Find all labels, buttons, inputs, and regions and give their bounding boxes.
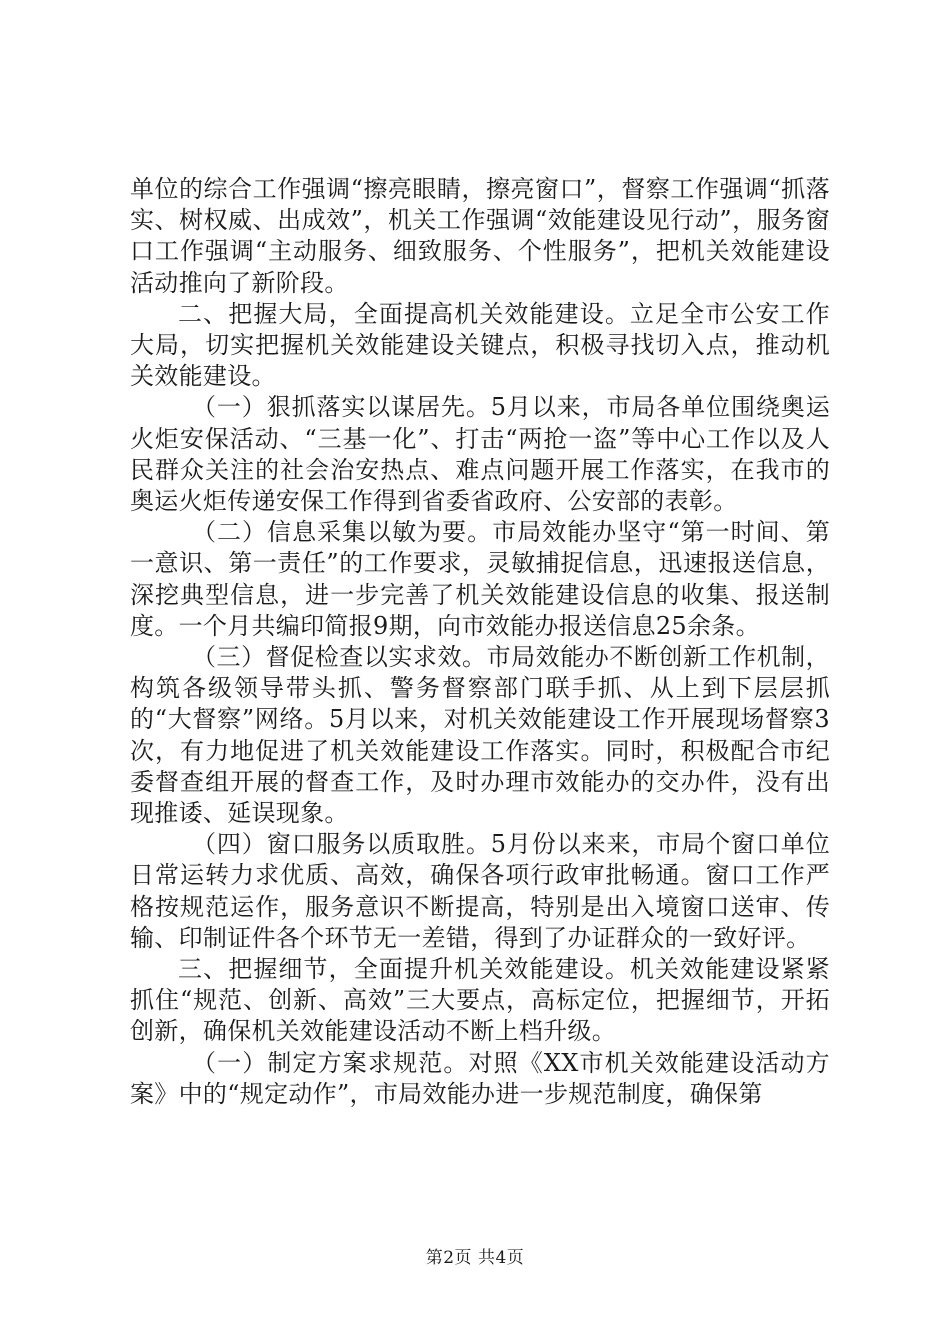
document-body	[130, 174, 830, 1110]
paragraph: （一）狠抓落实以谋居先。5月以来，市局各单位围绕奥运火炬安保活动、“三基一化”、打击“两抢一盗”等中心工作以及人民群众关注的社会治安热点、难点问题开展工作落实，在我市的奥运火炬传递安保工作得到省委省政府、公安部的表彰。	[130, 393, 830, 516]
paragraph: 三、把握细节，全面提升机关效能建设。机关效能建设紧紧抓住“规范、创新、高效”三大要点，高标定位，把握细节，开拓创新，确保机关效能建设活动不断上档升级。	[130, 955, 830, 1046]
paragraph: （二）信息采集以敏为要。市局效能办坚守“第一时间、第一意识、第一责任”的工作要求，灵敏捕捉信息，迅速报送信息，深挖典型信息，进一步完善了机关效能建设信息的收集、报送制度。一个月共编印简报9期，向市效能办报送信息25余条。	[130, 518, 830, 640]
paragraph: 二、把握大局，全面提高机关效能建设。立足全市公安工作大局，切实把握机关效能建设关键点，积极寻找切入点，推动机关效能建设。	[130, 299, 830, 391]
paragraph: 单位的综合工作强调“擦亮眼睛，擦亮窗口”，督察工作强调“抓落实、树权威、出成效”，机关工作强调“效能建设见行动”，服务窗口工作强调“主动服务、细致服务、个性服务”，把机关效能建设活动推向了新阶段。	[130, 175, 830, 297]
paragraph: （四）窗口服务以质取胜。5月份以来来，市局个窗口单位日常运转力求优质、高效，确保各项行政审批畅通。窗口工作严格按规范运作，服务意识不断提高，特别是出入境窗口送审、传输、印制证件各个环节无一差错，得到了办证群众的一致好评。	[130, 830, 830, 952]
paragraph: （一）制定方案求规范。对照《XX市机关效能建设活动方案》中的“规定动作”，市局效能办进一步规范制度，确保第	[130, 1048, 830, 1108]
page-footer: 第2页 共4页	[425, 1248, 525, 1268]
paragraph: （三）督促检查以实求效。市局效能办不断创新工作机制，构筑各级领导带头抓、警务督察部门联手抓、从上到下层层抓的“大督察”网络。5月以来，对机关效能建设工作开展现场督察3次，有力地促进了机关效能建设工作落实。同时，积极配合市纪委督查组开展的督查工作，及时办理市效能办的交办件，没有出现推诿、延误现象。	[130, 643, 830, 828]
